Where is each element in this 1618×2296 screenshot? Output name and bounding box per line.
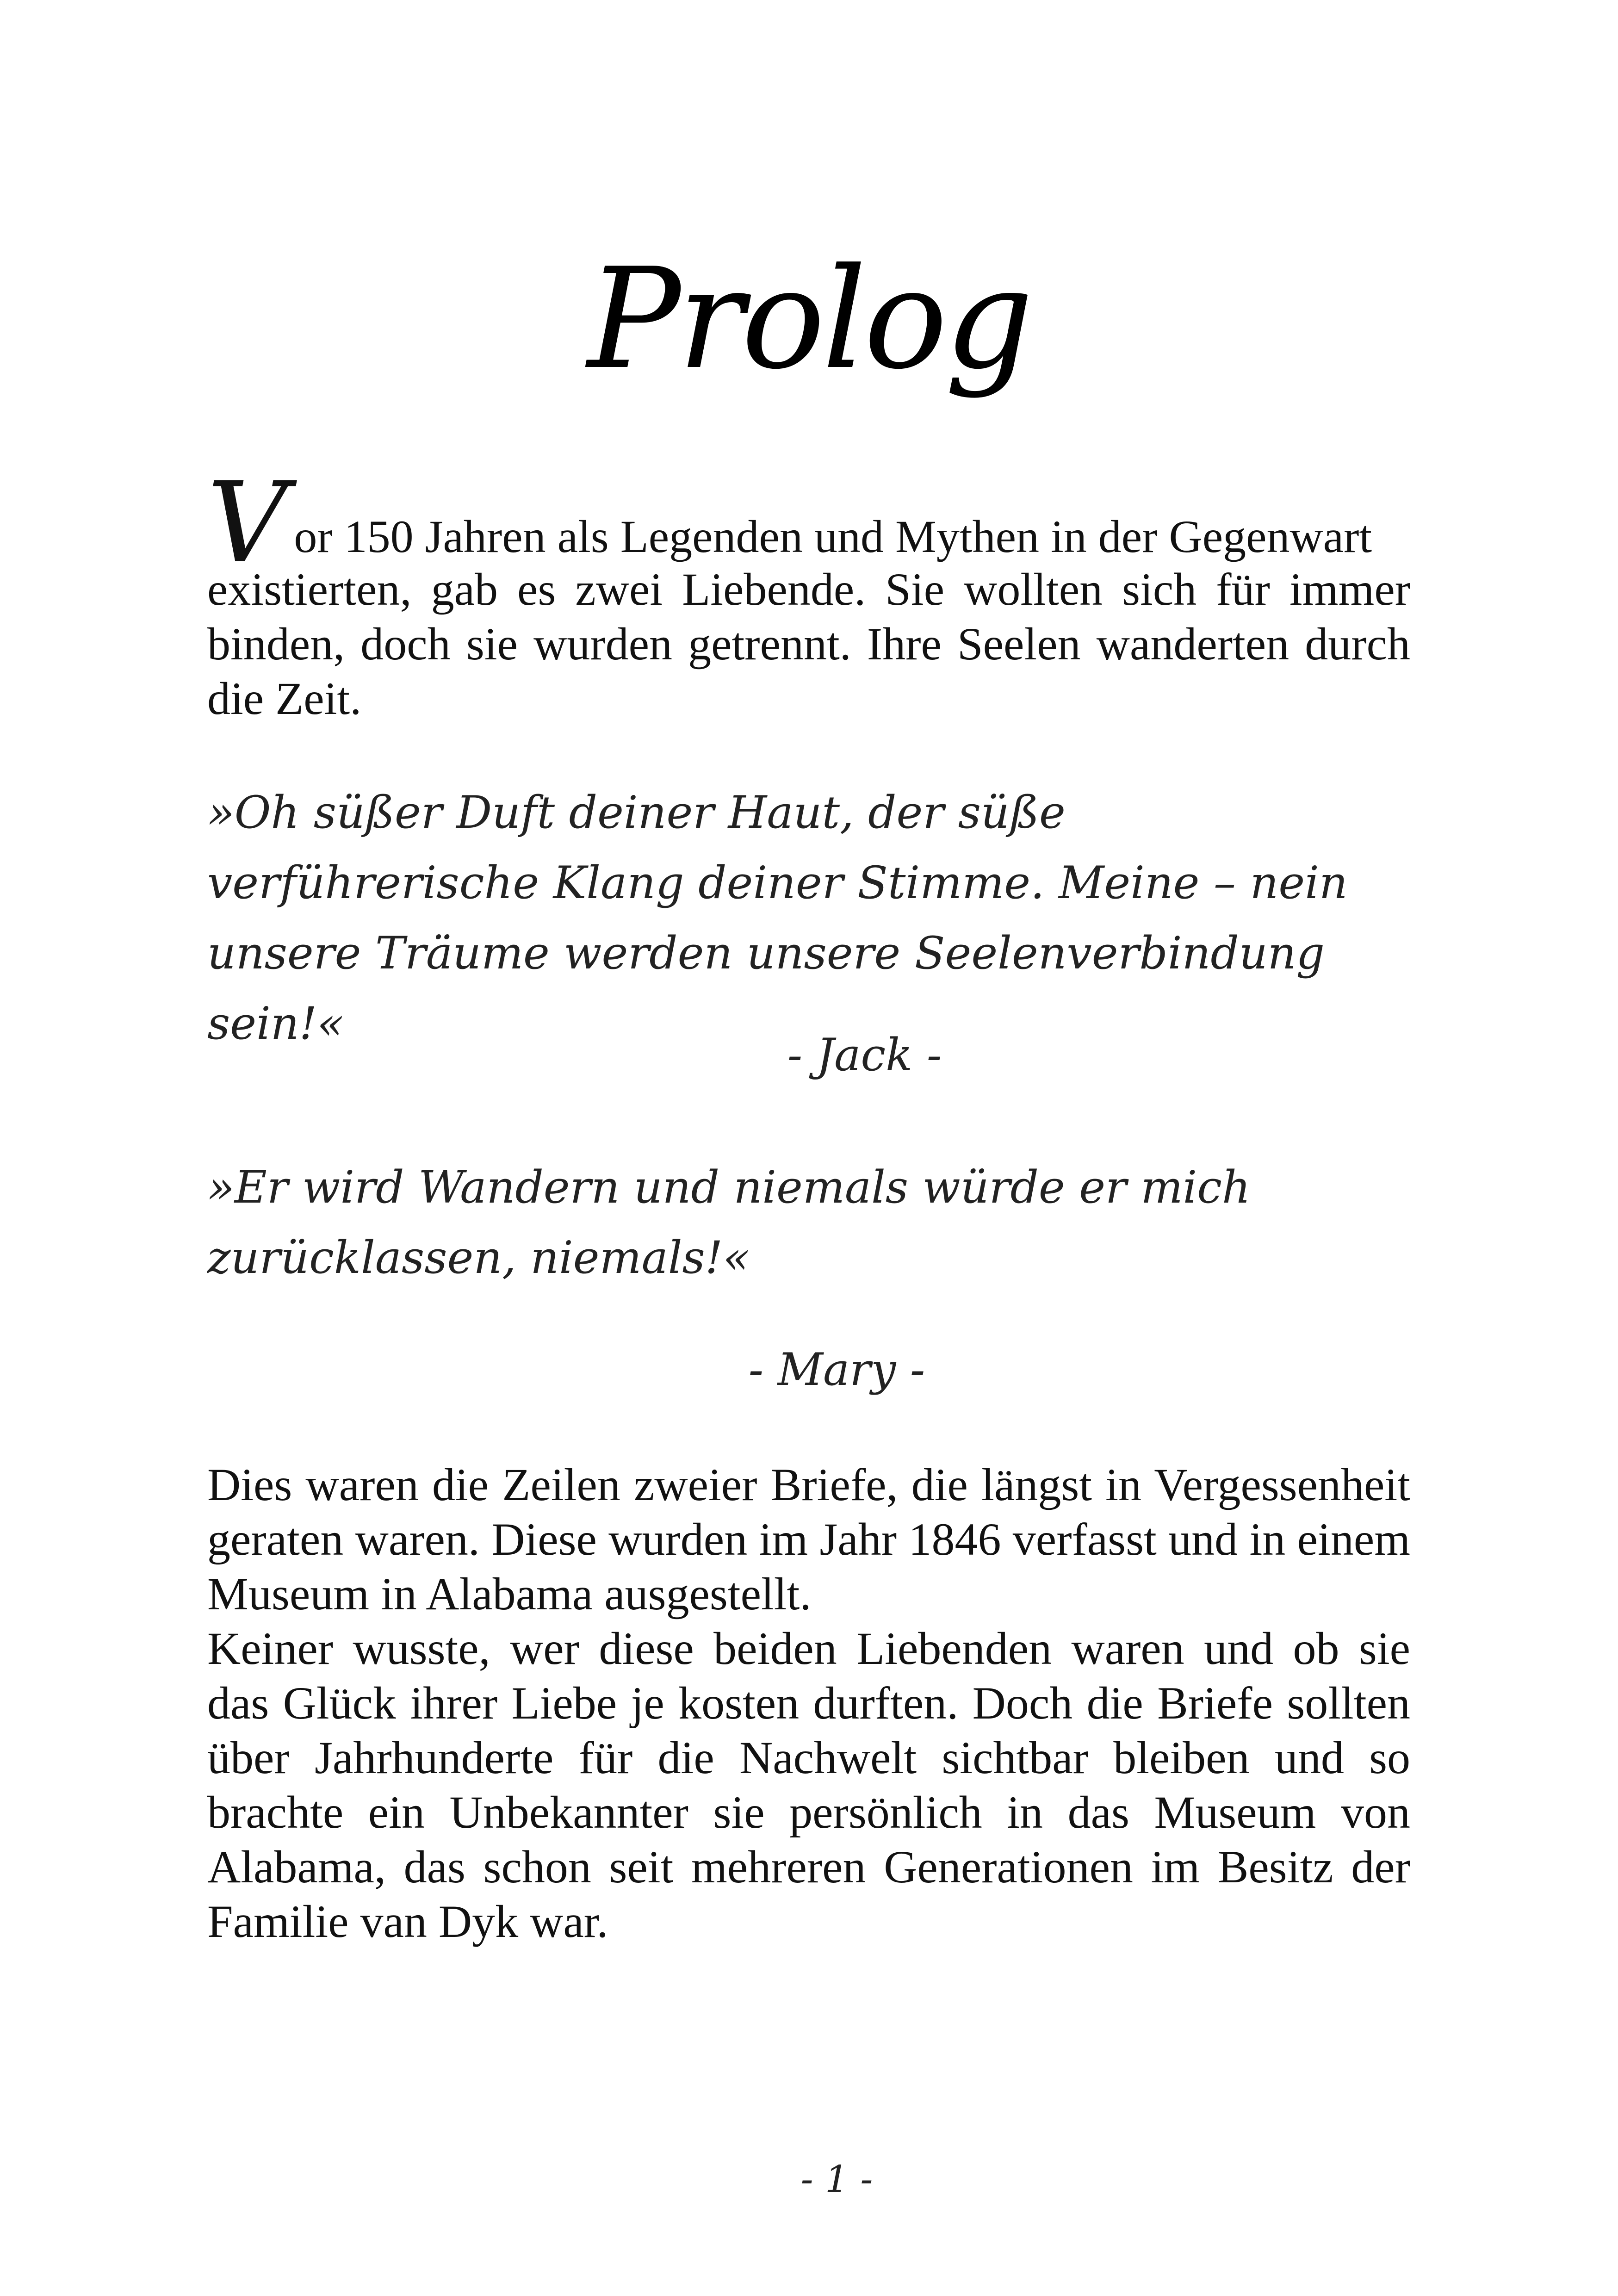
chapter-title: Prolog <box>587 238 1031 400</box>
intro-first-line-text: or 150 Jahren als Legenden und Mythen in der Gegenwart <box>294 511 1372 562</box>
page-number: - 1 - <box>800 2158 873 2201</box>
intro-rest: existierten, gab es zwei Liebende. Sie wollten sich für immer binden, doch sie wurden getrennt. Ihre Seelen wanderten durch die Zeit. <box>207 564 1410 724</box>
intro-first-line <box>207 458 1410 588</box>
drop-cap: V <box>207 458 288 588</box>
closing-paragraph-2: Keiner wusste, wer diese beiden Liebenden waren und ob sie das Glück ihrer Liebe je kosten durften. Doch die Briefe sollten über Jahrhunderte für die Nachwelt sichtbar bleiben und so brachte ein Unbekannter sie persönlich in das Museum von Alabama, das schon seit mehreren Generationen im Besitz der Familie van Dyk war. <box>207 1623 1410 1947</box>
signature-jack: - Jack - <box>787 1029 942 1081</box>
intro-paragraph <box>207 458 1410 726</box>
quote-mary: »Er wird Wandern und niemals würde er mich zurücklassen, niemals!« <box>207 1161 1251 1284</box>
quote-jack: »Oh süßer Duft deiner Haut, der süße verführerische Klang deiner Stimme. Meine – nein unsere Träume werden unsere Seelenverbindung sein!« <box>207 787 1348 1049</box>
closing-paragraphs <box>207 1458 1410 1949</box>
closing-paragraph-1: Dies waren die Zeilen zweier Briefe, die längst in Vergessenheit geraten waren. Diese wurden im Jahr 1846 verfasst und in einem Museum in Alabama ausgestellt. <box>207 1459 1410 1620</box>
signature-mary: - Mary - <box>748 1344 925 1396</box>
